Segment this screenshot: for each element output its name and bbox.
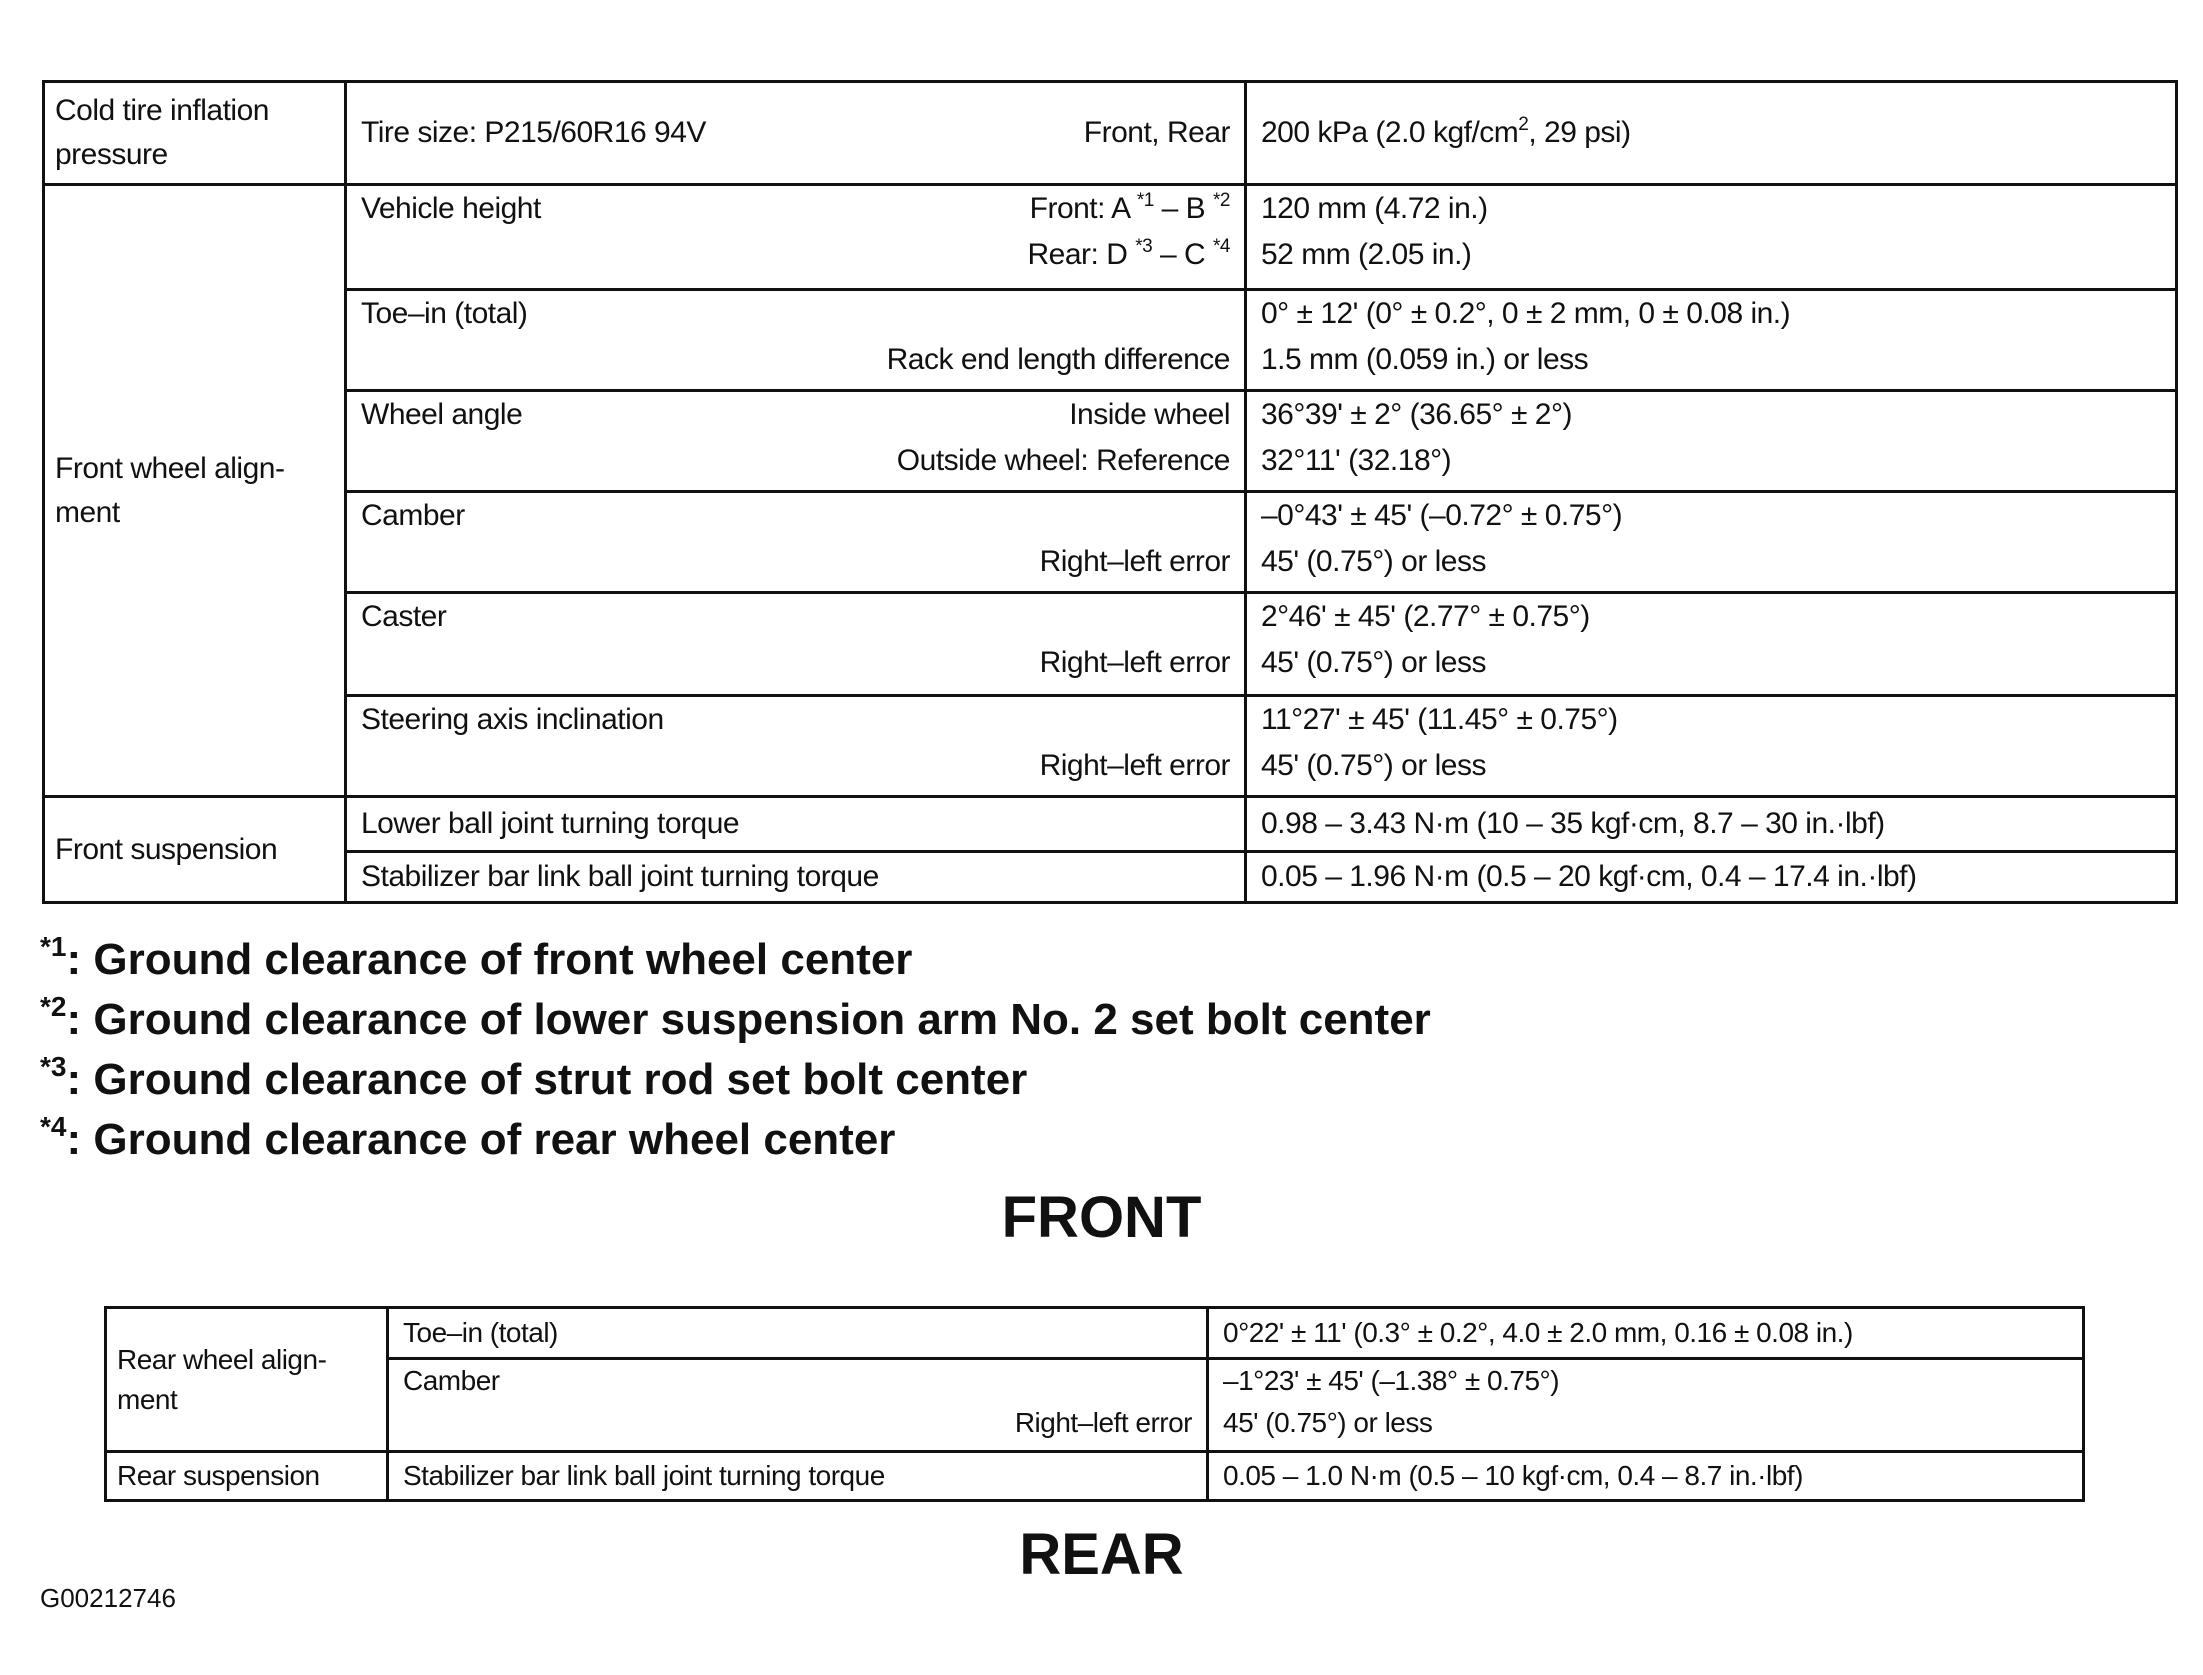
steering-axis-row	[44, 696, 2177, 797]
camber-error-value: 45' (0.75°) or less	[1261, 545, 1486, 578]
rear-toe-in-value: 0°22' ± 11' (0.3° ± 0.2°, 4.0 ± 2.0 mm, 0.16 ± 0.08 in.)	[1223, 1317, 1853, 1348]
rack-end-value: 1.5 mm (0.059 in.) or less	[1261, 343, 1589, 376]
steering-axis-error-value: 45' (0.75°) or less	[1261, 749, 1486, 782]
rear-camber-error-value: 45' (0.75°) or less	[1223, 1407, 1433, 1438]
rear-heading: REAR	[1019, 1522, 1184, 1587]
rear-camber-error-label: Right–left error	[1014, 1407, 1192, 1438]
vehicle-height-row	[44, 185, 2177, 290]
front-stabilizer-item-cell	[346, 852, 1246, 903]
steering-axis-error-label: Right–left error	[1039, 749, 1230, 782]
footnote-2: $^{*2}$: Ground clearance of lower suspension arm No. 2 set bolt center	[40, 991, 1431, 1044]
camber-item-cell	[346, 492, 1246, 593]
camber-value-cell	[1246, 492, 2177, 593]
rear-toe-in-label: Toe–in (total)	[403, 1317, 558, 1348]
footnote-4: $^{*4}$: Ground clearance of rear wheel center	[40, 1111, 896, 1164]
inside-wheel-value: 36°39' ± 2° (36.65° ± 2°)	[1261, 398, 1572, 431]
caster-row	[44, 593, 2177, 696]
wheel-angle-value-cell	[1246, 391, 2177, 492]
rear-stabilizer-label: Stabilizer bar link ball joint turning torque	[403, 1460, 885, 1491]
rear-stabilizer-value: 0.05 – 1.0 N·m (0.5 – 10 kgf·cm, 0.4 – 8.7 in.·lbf)	[1223, 1460, 1803, 1491]
front-spec-table	[42, 80, 2178, 904]
footnote-3: $^{*3}$: Ground clearance of strut rod set bolt center	[40, 1051, 1028, 1104]
inside-wheel-label: Inside wheel	[1069, 398, 1230, 431]
toe-in-label: Toe–in (total)	[361, 297, 528, 330]
lower-ball-joint-row	[44, 797, 2177, 852]
front-stabilizer-label: Stabilizer bar link ball joint turning torque	[361, 860, 879, 893]
rear-spec-table	[104, 1306, 2085, 1502]
rear-toe-in-row	[106, 1308, 2084, 1359]
vehicle-height-item-cell	[346, 185, 1246, 290]
rear-suspension-category: Rear suspension	[106, 1452, 388, 1501]
camber-label: Camber	[361, 499, 465, 532]
rear-stabilizer-item-cell	[388, 1452, 1208, 1501]
front-stabilizer-row	[44, 852, 2177, 903]
rear-camber-row	[106, 1359, 2084, 1452]
front-stabilizer-value: 0.05 – 1.96 N·m (0.5 – 20 kgf·cm, 0.4 – 17.4 in.·lbf)	[1261, 860, 1917, 893]
rear-stabilizer-row	[106, 1452, 2084, 1501]
front-suspension-category: Front suspension	[44, 797, 346, 903]
lower-ball-joint-value-cell	[1246, 797, 2177, 852]
front-heading: FRONT	[1001, 1185, 1202, 1250]
vehicle-height-rear-value: 52 mm (2.05 in.)	[1261, 238, 1472, 271]
outside-wheel-label: Outside wheel: Reference	[896, 444, 1230, 477]
toe-in-value: 0° ± 12' (0° ± 0.2°, 0 ± 2 mm, 0 ± 0.08 in.)	[1261, 297, 1791, 330]
outside-wheel-value: 32°11' (32.18°)	[1261, 444, 1452, 477]
rear-toe-in-value-cell	[1208, 1308, 2084, 1359]
lower-ball-joint-label: Lower ball joint turning torque	[361, 807, 740, 840]
cold-tire-category: Cold tire inflation pressure	[44, 82, 346, 185]
vehicle-height-front-label: Front: A $^{*1}$ – B $^{*2}$	[1029, 190, 1230, 225]
footnote-1: $^{*1}$: Ground clearance of front wheel center	[40, 931, 913, 984]
steering-axis-value: 11°27' ± 45' (11.45° ± 0.75°)	[1261, 703, 1618, 736]
front-stabilizer-value-cell	[1246, 852, 2177, 903]
camber-row	[44, 492, 2177, 593]
rear-toe-in-item-cell	[388, 1308, 1208, 1359]
rear-camber-value: –1°23' ± 45' (–1.38° ± 0.75°)	[1223, 1365, 1560, 1396]
lower-ball-joint-item-cell	[346, 797, 1246, 852]
vehicle-height-label: Vehicle height	[361, 192, 541, 225]
camber-error-label: Right–left error	[1039, 545, 1230, 578]
figure-id: G00212746	[40, 1583, 176, 1613]
footnotes	[40, 930, 1431, 1170]
caster-value-cell	[1246, 593, 2177, 696]
steering-axis-item-cell	[346, 696, 1246, 797]
caster-label: Caster	[361, 600, 447, 633]
tire-size-label: Tire size: P215/60R16 94V	[361, 116, 706, 149]
rear-camber-value-cell	[1208, 1359, 2084, 1452]
rear-stabilizer-value-cell	[1208, 1452, 2084, 1501]
toe-in-row	[44, 290, 2177, 391]
steering-axis-value-cell	[1246, 696, 2177, 797]
vehicle-height-front-value: 120 mm (4.72 in.)	[1261, 192, 1488, 225]
wheel-angle-label: Wheel angle	[361, 398, 523, 431]
cold-tire-item-cell	[346, 82, 1246, 185]
front-wheel-alignment-category: Front wheel align-ment	[44, 185, 346, 797]
caster-value: 2°46' ± 45' (2.77° ± 0.75°)	[1261, 600, 1590, 633]
cold-tire-value-cell	[1246, 82, 2177, 185]
cold-tire-pressure-value: 200 kPa (2.0 kgf/$cm^2$, 29 psi)	[1261, 114, 1631, 149]
cold-tire-row	[44, 82, 2177, 185]
vehicle-height-value-cell	[1246, 185, 2177, 290]
tire-position-label: Front, Rear	[1083, 116, 1230, 149]
caster-item-cell	[346, 593, 1246, 696]
rack-end-label: Rack end length difference	[886, 343, 1230, 376]
toe-in-value-cell	[1246, 290, 2177, 391]
rear-wheel-alignment-category: Rear wheel align-ment	[106, 1308, 388, 1452]
lower-ball-joint-value: 0.98 – 3.43 N·m (10 – 35 kgf·cm, 8.7 – 30 in.·lbf)	[1261, 807, 1885, 840]
steering-axis-label: Steering axis inclination	[361, 703, 664, 736]
rear-camber-label: Camber	[403, 1365, 500, 1396]
vehicle-height-rear-label: Rear: D $^{*3}$ – C $^{*4}$	[1027, 236, 1230, 271]
caster-error-value: 45' (0.75°) or less	[1261, 646, 1486, 679]
wheel-angle-row	[44, 391, 2177, 492]
camber-value: –0°43' ± 45' (–0.72° ± 0.75°)	[1261, 499, 1623, 532]
caster-error-label: Right–left error	[1039, 646, 1230, 679]
wheel-angle-item-cell	[346, 391, 1246, 492]
rear-camber-item-cell	[388, 1359, 1208, 1452]
toe-in-item-cell	[346, 290, 1246, 391]
